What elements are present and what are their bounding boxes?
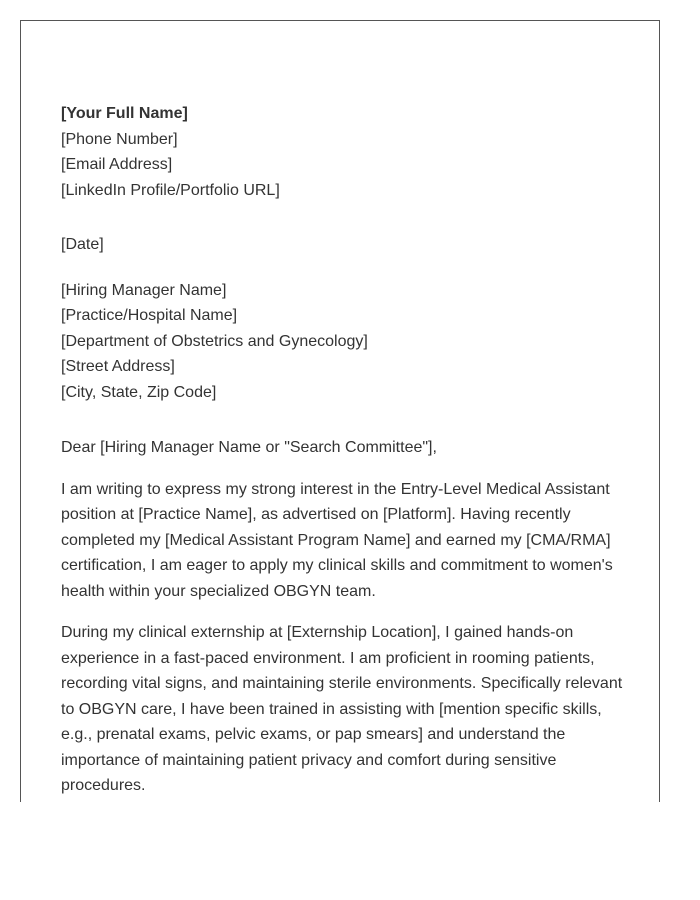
letter-date: [Date]: [61, 236, 104, 253]
document-page: [20, 20, 660, 802]
recipient-manager: [Hiring Manager Name]: [61, 281, 227, 299]
body-paragraph-intro: I am writing to express my strong interest in the Entry-Level Medical Assistant position at [Practice Name], as advertised on [Platform]. Having recently completed my [Medical Assistant Program Name] and earned my [CMA/RMA] certification, I am eager to apply my clinical skills and commitment to women's health within your specialized OBGYN team.: [61, 480, 613, 600]
sender-profile-url: [LinkedIn Profile/Portfolio URL]: [61, 181, 280, 199]
sender-name: [Your Full Name]: [61, 105, 188, 122]
sender-block: [61, 101, 626, 203]
salutation: Dear [Hiring Manager Name or "Search Committee"],: [61, 439, 437, 456]
recipient-city: [City, State, Zip Code]: [61, 383, 217, 401]
sender-phone: [Phone Number]: [61, 130, 178, 148]
salutation-block: [61, 435, 626, 461]
body-paragraph-experience: During my clinical externship at [Externship Location], I gained hands-on experience in a fast-paced environment. I am proficient in rooming patients, recording vital signs, and maintaining sterile environments. Specifically relevant to OBGYN care, I have been trained in assisting with [mention specific skills, e.g., prenatal exams, pelvic exams, or pap smears] and understand the importance of maintaining patient privacy and comfort during sensitive procedures.: [61, 624, 623, 794]
recipient-street: [Street Address]: [61, 358, 175, 375]
sender-email: [Email Address]: [61, 156, 173, 173]
date-block: [61, 232, 626, 258]
recipient-block: [61, 278, 626, 406]
cover-letter-body: [61, 101, 626, 799]
recipient-practice: [Practice/Hospital Name]: [61, 307, 238, 324]
recipient-department: [Department of Obstetrics and Gynecology]: [61, 332, 368, 350]
